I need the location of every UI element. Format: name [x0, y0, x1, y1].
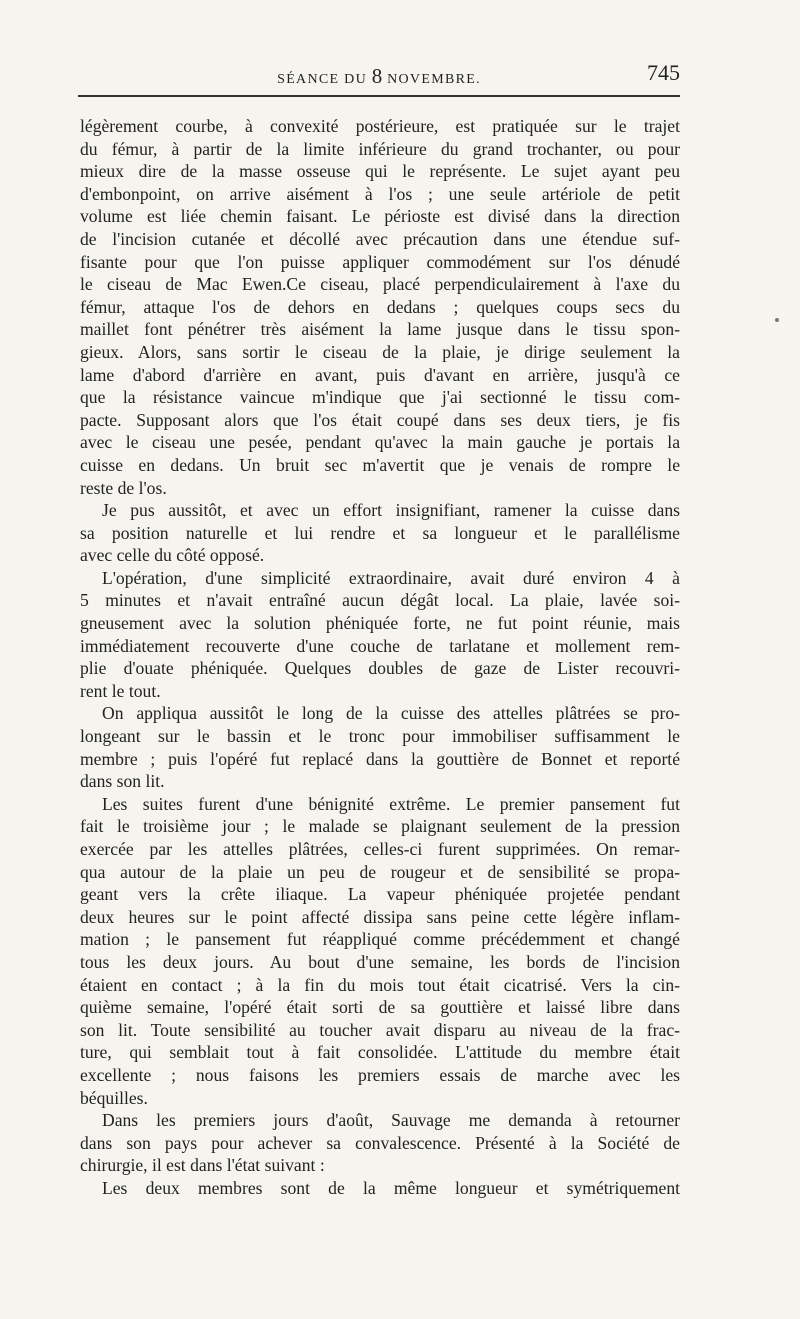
- text-line: cuisse en dedans. Un bruit sec m'avertit que je venais de rompre le: [80, 454, 680, 475]
- page-number: 745: [647, 60, 680, 85]
- text-line: Les deux membres sont de la même longueur et symétriquement: [102, 1177, 680, 1198]
- running-title: [78, 64, 680, 89]
- text-line: avec le ciseau une pesée, pendant qu'avec la main gauche je portais la: [80, 432, 680, 453]
- text-line: immédiatement recouverte d'une couche de tarlatane et mollement rem-: [80, 635, 680, 656]
- running-title-prefix: SÉANCE DU: [277, 72, 367, 87]
- text-line: exercée par les attelles plâtrées, celles-ci furent supprimées. On remar-: [80, 839, 680, 859]
- text-line: deux heures sur le point affecté dissipa sans peine cette légère inflam-: [80, 906, 680, 927]
- text-line: plie d'ouate phéniquée. Quelques doubles de gaze de Lister recouvri-: [80, 658, 680, 679]
- text-line: mation ; le pansement fut réappliqué comme précédemment et changé: [80, 929, 680, 950]
- body-text: [80, 115, 680, 1200]
- text-line: gneusement avec la solution phéniquée forte, ne fut point réunie, mais: [80, 613, 680, 634]
- text-line: 5 minutes et n'avait entraîné aucun dégât local. La plaie, lavée soi-: [80, 590, 680, 611]
- text-line: son lit. Toute sensibilité au toucher avait disparu au niveau de la frac-: [80, 1019, 680, 1040]
- text-line: d'embonpoint, on arrive aisément à l'os ; une seule artériole de petit: [80, 183, 680, 204]
- text-line: le ciseau de Mac Ewen.Ce ciseau, placé perpendiculairement à l'axe du: [80, 274, 680, 295]
- margin-speck: [775, 318, 779, 322]
- text-line: dans son lit.: [80, 771, 165, 792]
- text-line: quième semaine, l'opéré était sorti de sa gouttière et laissé libre dans: [80, 997, 680, 1018]
- header-rule: [78, 95, 680, 97]
- text-line: dans son pays pour achever sa convalescence. Présenté à la Société de: [80, 1132, 680, 1153]
- text-line: rent le tout.: [80, 680, 161, 701]
- text-line: étaient en contact ; à la fin du mois tout était cicatrisé. Vers la cin-: [80, 974, 680, 995]
- text-line: Les suites furent d'une bénignité extrême. Le premier pansement fut: [102, 793, 680, 814]
- text-line: qua autour de la plaie un peu de rougeur et de sensibilité se propa-: [80, 861, 680, 882]
- text-line: Dans les premiers jours d'août, Sauvage me demanda à retourner: [102, 1110, 680, 1131]
- text-line: que la résistance vaincue m'indique que j'ai sectionné le tissu com-: [80, 387, 680, 408]
- text-line: pacte. Supposant alors que l'os était coupé dans ses deux tiers, je fis: [80, 409, 680, 430]
- text-line: tous les deux jours. Au bout d'une semaine, les bords de l'incision: [80, 951, 680, 972]
- text-line: membre ; puis l'opéré fut replacé dans la gouttière de Bonnet et reporté: [80, 748, 680, 769]
- text-line: ture, qui semblait tout à fait consolidée. L'attitude du membre était: [80, 1042, 680, 1063]
- text-line: reste de l'os.: [80, 477, 167, 498]
- text-line: avec celle du côté opposé.: [80, 545, 265, 566]
- text-line: Je pus aussitôt, et avec un effort insignifiant, ramener la cuisse dans: [102, 500, 680, 521]
- text-line: gieux. Alors, sans sortir le ciseau de la plaie, je dirige seulement la: [80, 341, 680, 362]
- text-line: geant vers la crête iliaque. La vapeur phéniquée projetée pendant: [80, 884, 680, 905]
- text-line: mieux dire de la masse osseuse qui le représente. Le sujet ayant peu: [80, 161, 680, 182]
- text-line: L'opération, d'une simplicité extraordinaire, avait duré environ 4 à: [102, 567, 680, 588]
- running-title-suffix: NOVEMBRE.: [387, 72, 481, 87]
- text-line: maillet font pénétrer très aisément la lame jusque dans le tissu spon-: [80, 319, 680, 340]
- text-line: béquilles.: [80, 1087, 148, 1108]
- text-line: longeant sur le bassin et le tronc pour immobiliser suffisamment le: [80, 726, 680, 747]
- running-head: [78, 58, 680, 90]
- text-line: chirurgie, il est dans l'état suivant :: [80, 1155, 325, 1176]
- text-line: légèrement courbe, à convexité postérieure, est pratiquée sur le trajet: [80, 116, 680, 136]
- text-line: fémur, attaque l'os de dehors en dedans ; quelques coups secs du: [80, 296, 680, 317]
- text-line: volume est liée chemin faisant. Le périoste est divisé dans la direction: [80, 206, 680, 227]
- text-line: fisante pour que l'on puisse appliquer commodément sur l'os dénudé: [80, 251, 680, 272]
- text-line: On appliqua aussitôt le long de la cuisse des attelles plâtrées se pro-: [102, 703, 680, 724]
- text-line: sa position naturelle et lui rendre et sa longueur et le parallélisme: [80, 522, 680, 543]
- running-title-day: 8: [371, 64, 383, 88]
- text-line: fait le troisième jour ; le malade se plaignant seulement de la pression: [80, 816, 680, 837]
- text-line: lame d'abord d'arrière en avant, puis d'avant en arrière, jusqu'à ce: [80, 364, 680, 385]
- text-line: excellente ; nous faisons les premiers essais de marche avec les: [80, 1064, 680, 1085]
- text-line: de l'incision cutanée et décollé avec précaution dans une étendue suf-: [80, 228, 680, 249]
- text-line: du fémur, à partir de la limite inférieure du grand trochanter, ou pour: [80, 138, 680, 159]
